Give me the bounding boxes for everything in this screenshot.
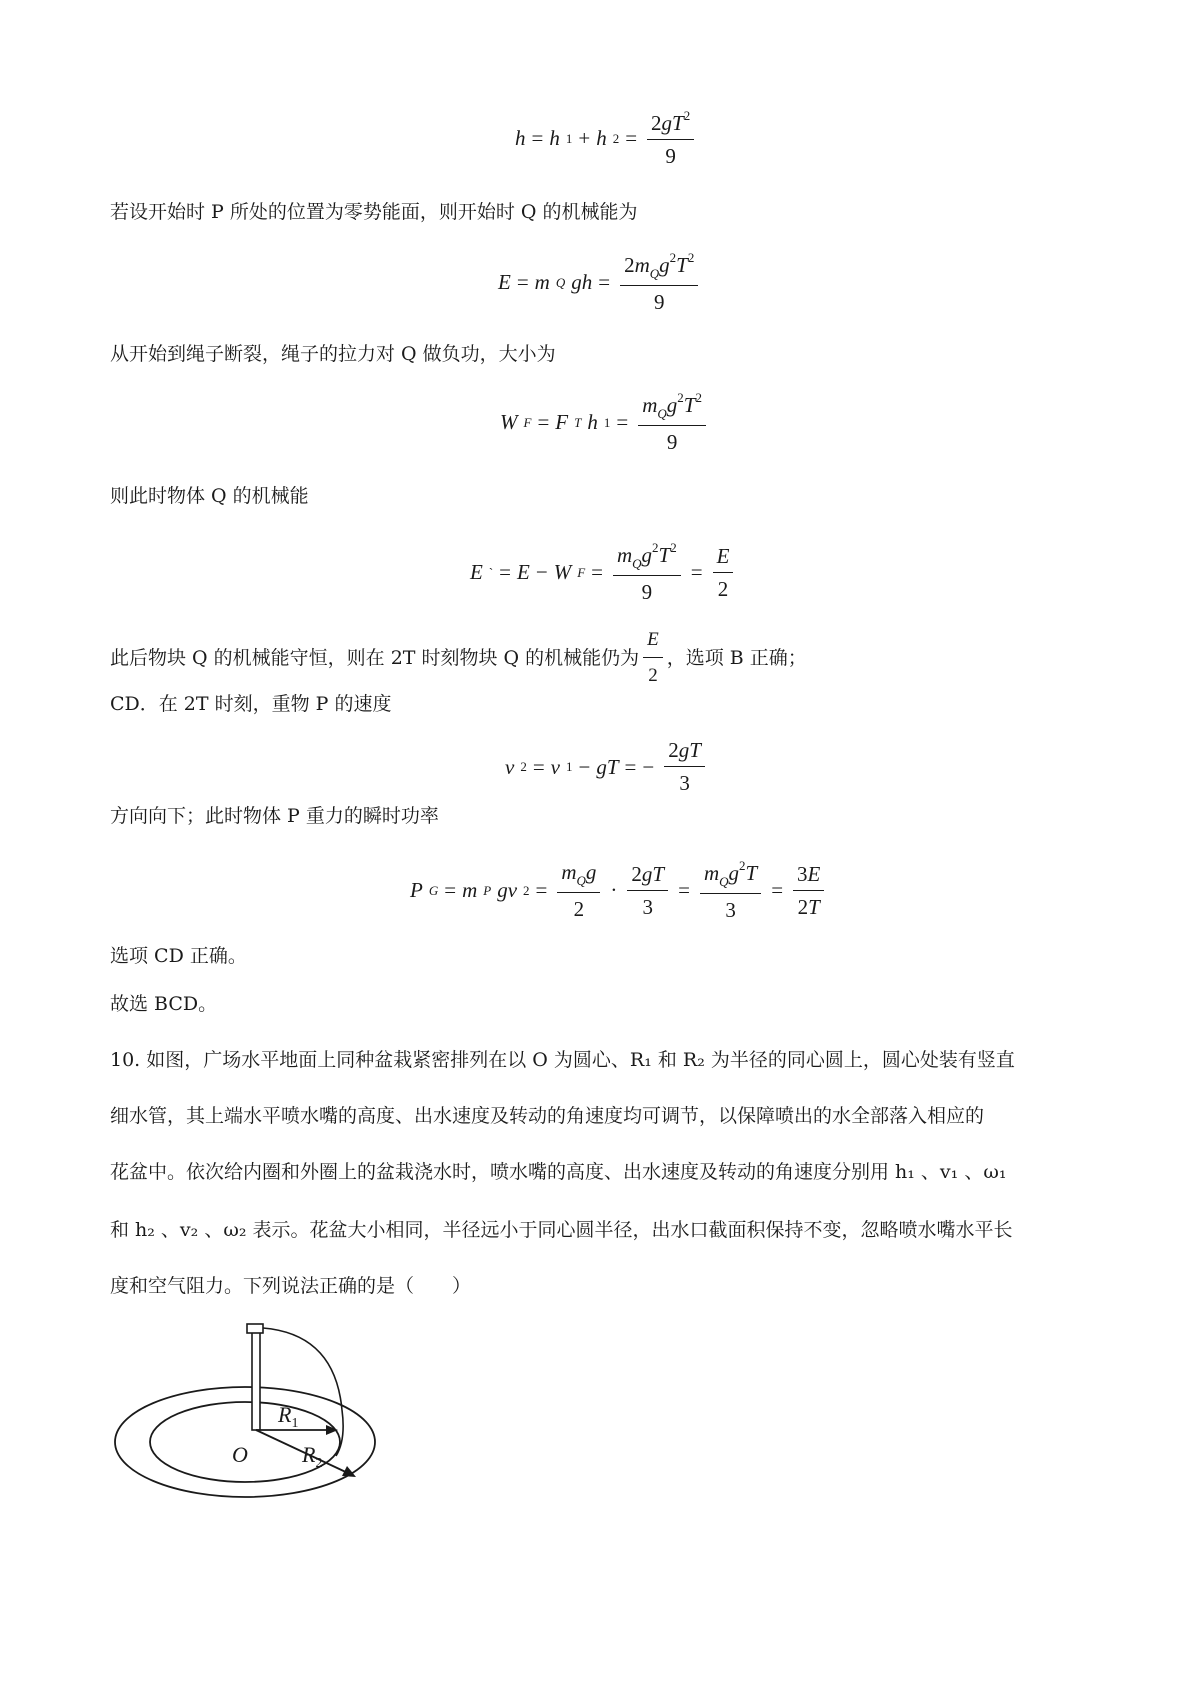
text-line-8: 故选 BCD。 — [110, 993, 218, 1015]
text-line-6: 方向向下；此时物体 P 重力的瞬时功率 — [110, 805, 439, 827]
question-10-line-2: 细水管，其上端水平喷水嘴的高度、出水速度及转动的角速度均可调节，以保障喷出的水全部落入相应的 — [110, 1105, 985, 1127]
equation-WF: W F = F T h 1 = $\frac{m_Qg^2T^2}{9}$ — [500, 390, 710, 455]
question-10-line-5: 度和空气阻力。下列说法正确的是（ ） — [110, 1275, 472, 1297]
text-line-1: 若设开始时 P 所处的位置为零势能面，则开始时 Q 的机械能为 — [110, 201, 638, 223]
equation-h: h = h 1 + h 2 = $\frac{2gT^2}{9}$ — [515, 108, 698, 169]
label-r2: $R_2$ — [302, 1442, 323, 1471]
label-r1: $R_1$ — [278, 1402, 299, 1431]
text-line-2: 从开始到绳子断裂，绳子的拉力对 Q 做负功，大小为 — [110, 343, 556, 365]
equation-v2: v 2 = v 1 − gT = − $\frac{2gT}{3}$ — [505, 738, 709, 796]
question-10-line-4: 和 h₂ 、v₂ 、ω₂ 表示。花盆大小相同，半径远小于同心圆半径，出水口截面积保持不变，忽略喷水嘴水平长 — [110, 1219, 1013, 1241]
equation-E: E = m Q gh = $\frac{2m_Qg^2T^2}{9}$ — [498, 250, 702, 315]
text-line-5: CD．在 2T 时刻，重物 P 的速度 — [110, 693, 392, 715]
equation-E-prime: E ` = E − W F = $\frac{m_Qg^2T^2}{9}$ = $\frac{E}{2}$ — [470, 540, 737, 605]
text-line-7: 选项 CD 正确。 — [110, 945, 247, 967]
text-line-4a: 此后物块 Q 的机械能守恒，则在 2T 时刻物块 Q 的机械能仍为 — [110, 647, 640, 669]
nozzle — [247, 1324, 263, 1333]
text-line-4: 此后物块 Q 的机械能守恒，则在 2T 时刻物块 Q 的机械能仍为 $\frac{E}{2}$ ，选项 B 正确； — [110, 626, 807, 690]
water-pipe — [252, 1330, 260, 1430]
text-line-3: 则此时物体 Q 的机械能 — [110, 485, 309, 507]
fountain-figure — [110, 1320, 410, 1500]
label-o: O — [232, 1442, 248, 1467]
question-10-line-3: 花盆中。依次给内圈和外圈上的盆栽浇水时，喷水嘴的高度、出水速度及转动的角速度分别用 h₁ 、v₁ 、ω₁ — [110, 1161, 1007, 1183]
equation-PG: P G = m P gv 2 = $\frac{m_Qg}{2}$ · $\frac{2gT}{3}$ = $\frac{m_Qg^2T}{3}$ = $\frac{3E}{2T}$ — [410, 858, 828, 923]
text-line-4b: ，选项 B 正确； — [666, 647, 807, 669]
question-10-line-1: 10. 如图，广场水平地面上同种盆栽紧密排列在以 O 为圆心、R₁ 和 R₂ 为半径的同心圆上，圆心处装有竖直 — [110, 1049, 1015, 1071]
